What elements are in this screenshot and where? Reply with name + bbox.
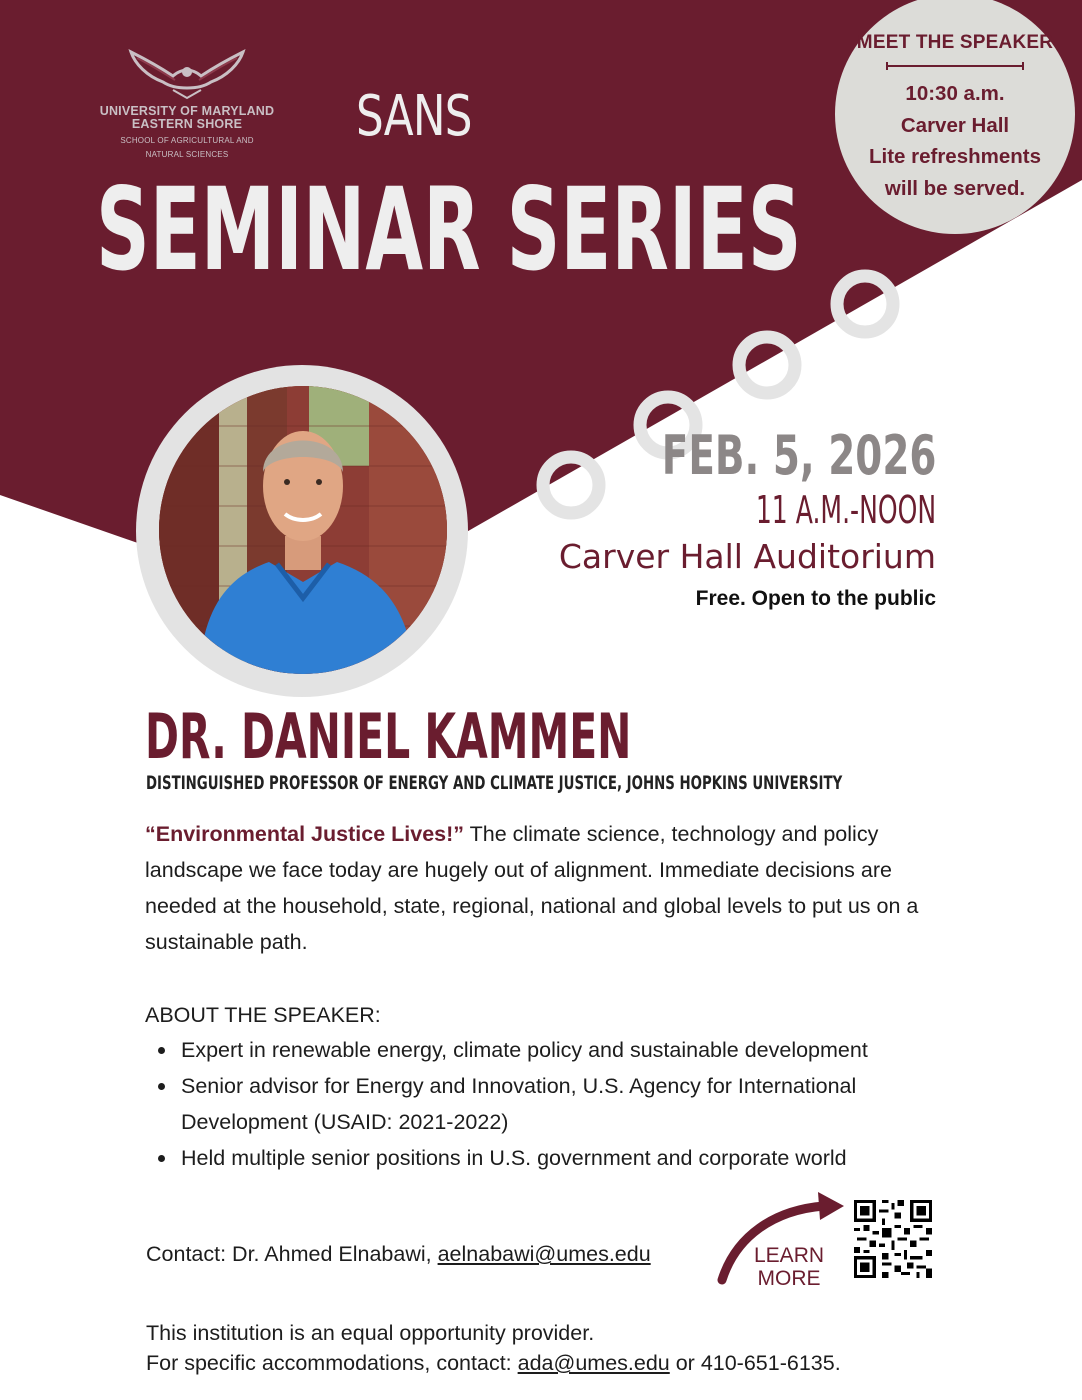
event-admission: Free. Open to the public	[695, 587, 936, 610]
abstract-text: The climate science, technology and policy landscape we face today are hugely out of alignment. Immediate decisions are needed at the household, state, regional, national and global levels to put us on a sustainable path.	[145, 822, 919, 954]
contact-email-link[interactable]: aelnabawi@umes.edu	[437, 1242, 651, 1266]
logo-university-name-2: EASTERN SHORE	[131, 117, 243, 131]
about-heading: ABOUT THE SPEAKER:	[145, 1003, 381, 1027]
learn-more-line-2: MORE	[757, 1267, 821, 1290]
event-time: 11 A.M.-NOON	[755, 488, 936, 532]
talk-abstract	[145, 816, 945, 960]
meet-heading: MEET THE SPEAKER	[856, 32, 1054, 53]
meet-refreshments-1: Lite refreshments	[868, 145, 1042, 168]
title-sans: SANS	[356, 84, 472, 149]
qr-code-icon[interactable]	[854, 1200, 932, 1278]
meet-divider	[886, 65, 1024, 67]
speaker-title: DISTINGUISHED PROFESSOR OF ENERGY AND CLIMATE JUSTICE, JOHNS HOPKINS UNIVERSITY	[146, 773, 843, 794]
meet-place: Carver Hall	[900, 113, 1010, 137]
list-item: Expert in renewable energy, climate policy and sustainable development	[145, 1032, 945, 1068]
footer-accommodations	[146, 1348, 841, 1378]
footer-accommodations-prefix: For specific accommodations, contact:	[146, 1351, 518, 1375]
contact-prefix: Contact: Dr. Ahmed Elnabawi,	[146, 1242, 438, 1266]
learn-more-label[interactable]	[754, 1244, 824, 1290]
list-item: Senior advisor for Energy and Innovation, U.S. Agency for International Development (USAID: 2021-2022)	[145, 1068, 945, 1140]
event-location: Carver Hall Auditorium	[558, 537, 936, 576]
meet-time: 10:30 a.m.	[905, 82, 1005, 105]
speaker-portrait	[159, 386, 447, 674]
meet-refreshments-2: will be served.	[884, 176, 1026, 200]
list-item: Held multiple senior positions in U.S. government and corporate world	[145, 1140, 945, 1176]
university-logo	[96, 42, 278, 159]
talk-title: “Environmental Justice Lives!”	[145, 822, 465, 846]
logo-school-name-2: NATURAL SCIENCES	[145, 150, 229, 159]
logo-school-name-1: SCHOOL OF AGRICULTURAL AND	[120, 136, 254, 145]
learn-more-line-1: LEARN	[754, 1244, 825, 1267]
event-date: FEB. 5, 2026	[661, 424, 936, 487]
hawk-emblem-icon	[127, 42, 247, 100]
footer	[146, 1318, 841, 1378]
title-seminar-series: SEMINAR SERIES	[96, 163, 802, 296]
footer-accommodations-suffix: or 410-651-6135.	[669, 1351, 841, 1375]
logo-university-name-1: UNIVERSITY OF MARYLAND	[99, 104, 275, 118]
footer-eeo-statement: This institution is an equal opportunity provider.	[146, 1321, 595, 1345]
about-list	[145, 1032, 945, 1176]
meet-the-speaker-badge	[835, 0, 1075, 234]
speaker-name: DR. DANIEL KAMMEN	[145, 700, 632, 773]
accommodations-email-link[interactable]: ada@umes.edu	[517, 1351, 670, 1375]
contact-line	[146, 1242, 651, 1267]
